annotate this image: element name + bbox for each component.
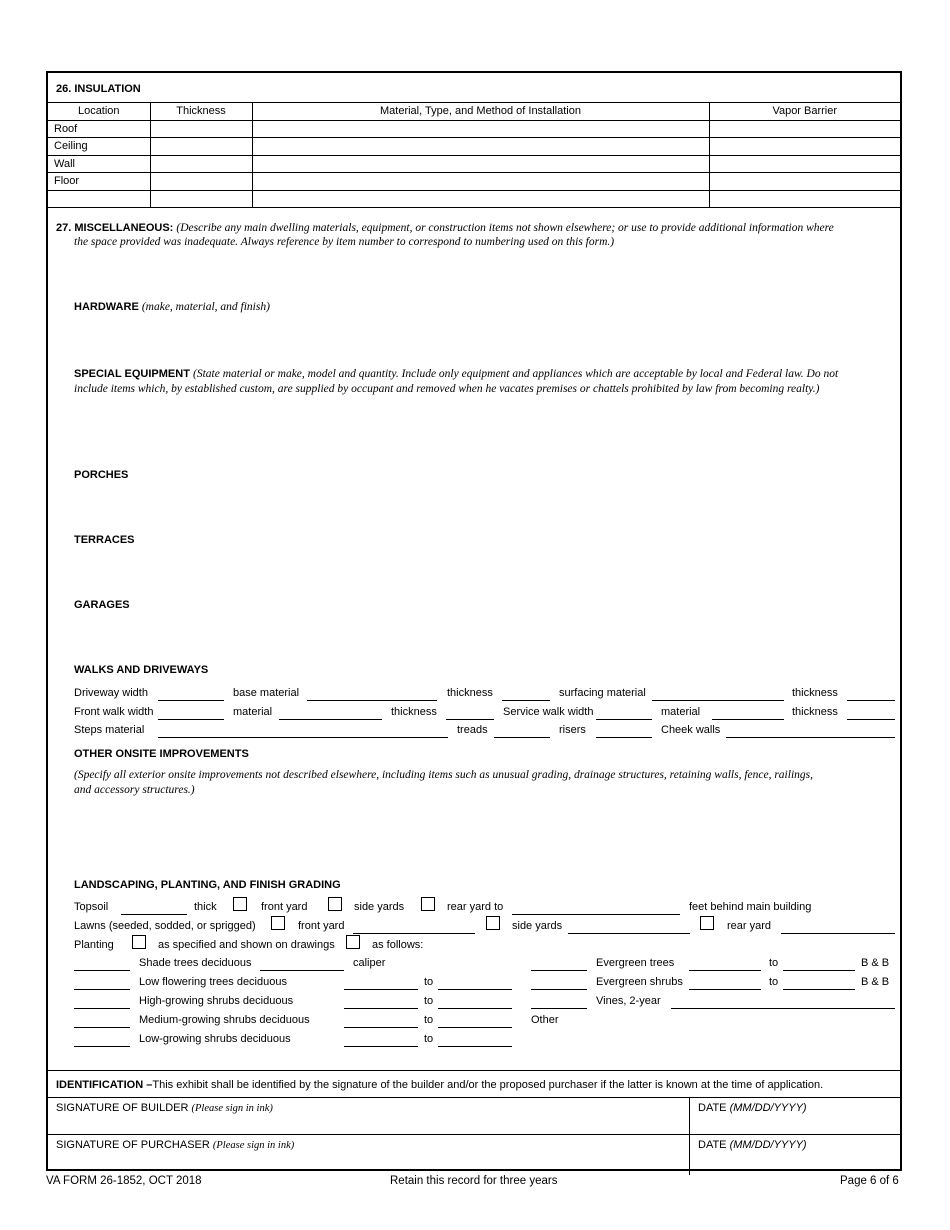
builder-date-field[interactable] [698, 1102, 807, 1114]
form-frame [46, 71, 902, 1171]
row-location: Wall [48, 155, 150, 173]
front-walk-width-field[interactable] [158, 719, 224, 720]
section-27-title: 27. MISCELLANEOUS: [56, 222, 174, 234]
service-walk-thickness-field[interactable] [847, 719, 895, 720]
risers-label: risers [559, 724, 586, 736]
service-walk-thickness-label: thickness [792, 706, 838, 718]
medium-growing-from-field[interactable] [344, 1027, 418, 1028]
evergreen-shrubs-qty-field[interactable] [531, 989, 587, 990]
garages-heading: GARAGES [74, 599, 130, 611]
base-material-field[interactable] [307, 700, 437, 701]
high-growing-from-field[interactable] [344, 1008, 418, 1009]
low-growing-from-field[interactable] [344, 1046, 418, 1047]
section-27-instruction-1: (Describe any main dwelling materials, equipment, or construction items not shown elsewhere; or use to provide additional information where [176, 222, 834, 234]
shade-trees-caliper-field[interactable] [260, 970, 344, 971]
evergreen-shrubs-to-field[interactable] [783, 989, 855, 990]
purchaser-date-label: DATE [698, 1139, 727, 1151]
cheek-walls-field[interactable] [726, 737, 895, 738]
thickness-field[interactable] [150, 173, 252, 191]
identification-label: IDENTIFICATION – [56, 1079, 153, 1091]
front-walk-material-field[interactable] [279, 719, 382, 720]
as-specified-checkbox[interactable] [132, 935, 146, 949]
as-follows-label: as follows: [372, 939, 424, 951]
special-equipment-label: SPECIAL EQUIPMENT [74, 368, 190, 380]
evergreen-trees-label: Evergreen trees [596, 957, 675, 969]
low-flowering-from-field[interactable] [344, 989, 418, 990]
walks-driveways-heading: WALKS AND DRIVEWAYS [74, 664, 209, 676]
hardware-label: HARDWARE [74, 301, 139, 313]
row-location: Floor [48, 173, 150, 191]
special-equipment-note-2: include items which, by established custom, are supplied by occupant and removed when he vacates premises or chattels prohibited by law from becoming realty.) [74, 383, 820, 395]
evergreen-trees-from-field[interactable] [689, 970, 761, 971]
vines-qty-field[interactable] [531, 1008, 587, 1009]
front-walk-thickness-field[interactable] [446, 719, 494, 720]
caliper-label: caliper [353, 957, 386, 969]
purchaser-divider [48, 1134, 900, 1135]
planting-label: Planting [74, 939, 114, 951]
steps-material-label: Steps material [74, 724, 145, 736]
builder-signature-field[interactable] [56, 1102, 273, 1114]
evergreen-shrubs-bb-label: B & B [861, 976, 890, 988]
high-growing-label: High-growing shrubs deciduous [139, 995, 294, 1007]
lawns-side-yards-label: side yards [512, 920, 563, 932]
lawns-rear-yard-checkbox[interactable] [700, 916, 714, 930]
header-thickness: Thickness [150, 103, 252, 121]
driveway-width-field[interactable] [158, 700, 224, 701]
onsite-note-1: (Specify all exterior onsite improvements not described elsewhere, including items such as unusual grading, drainage structures, retaining walls, fence, railings, [74, 769, 813, 781]
feet-behind-label: feet behind main building [689, 901, 812, 913]
topsoil-side-yards-label: side yards [354, 901, 405, 913]
vines-label: Vines, 2-year [596, 995, 661, 1007]
front-walk-material-label: material [233, 706, 273, 718]
vapor-barrier-field[interactable] [709, 155, 900, 173]
thickness-field[interactable] [150, 120, 252, 138]
purchaser-signature-label: SIGNATURE OF PURCHASER [56, 1139, 210, 1151]
thickness-field[interactable] [150, 138, 252, 156]
row-location[interactable] [48, 190, 150, 208]
builder-sign-ink-note: (Please sign in ink) [191, 1103, 273, 1114]
insulation-header-row [48, 103, 900, 121]
identification-line [56, 1079, 823, 1091]
service-walk-material-label: material [661, 706, 701, 718]
onsite-improvements-heading: OTHER ONSITE IMPROVEMENTS [74, 748, 249, 760]
low-flowering-to-label: to [424, 976, 434, 988]
lawns-side-yards-field[interactable] [568, 933, 690, 934]
as-follows-checkbox[interactable] [346, 935, 360, 949]
material-field[interactable] [252, 190, 709, 208]
table-row [48, 155, 900, 173]
shade-trees-qty-field[interactable] [74, 970, 130, 971]
topsoil-label: Topsoil [74, 901, 109, 913]
low-flowering-to-field[interactable] [438, 989, 512, 990]
low-growing-to-label: to [424, 1033, 434, 1045]
lawns-rear-yard-label: rear yard [727, 920, 772, 932]
service-walk-material-field[interactable] [712, 719, 784, 720]
evergreen-trees-qty-field[interactable] [531, 970, 587, 971]
high-growing-qty-field[interactable] [74, 1008, 130, 1009]
front-walk-width-label: Front walk width [74, 706, 154, 718]
driveway-thickness-label: thickness [447, 687, 493, 699]
vapor-barrier-field[interactable] [709, 120, 900, 138]
thickness-field[interactable] [150, 190, 252, 208]
terraces-heading: TERRACES [74, 534, 135, 546]
signature-divider [48, 1097, 900, 1098]
insulation-table [48, 102, 900, 208]
purchaser-sign-ink-note: (Please sign in ink) [212, 1140, 295, 1151]
table-row [48, 190, 900, 208]
rear-yard-distance-field[interactable] [512, 914, 680, 915]
surfacing-material-field[interactable] [652, 700, 784, 701]
purchaser-signature-field[interactable] [56, 1139, 294, 1151]
vines-field[interactable] [671, 1008, 895, 1009]
steps-material-field[interactable] [158, 737, 448, 738]
low-growing-to-field[interactable] [438, 1046, 512, 1047]
low-growing-label: Low-growing shrubs deciduous [139, 1033, 291, 1045]
date-column-divider [689, 1097, 690, 1175]
front-walk-thickness-label: thickness [391, 706, 437, 718]
low-growing-qty-field[interactable] [74, 1046, 130, 1047]
cheek-walls-label: Cheek walls [661, 724, 721, 736]
purchaser-date-field[interactable] [698, 1139, 807, 1151]
evergreen-shrubs-label: Evergreen shrubs [596, 976, 683, 988]
section-27-header [56, 221, 896, 236]
topsoil-side-yards-checkbox[interactable] [328, 897, 342, 911]
section-26-title: 26. INSULATION [56, 83, 141, 95]
purchaser-date-format: (MM/DD/YYYY) [729, 1139, 807, 1151]
thick-label: thick [194, 901, 217, 913]
surfacing-thickness-label: thickness [792, 687, 838, 699]
header-location: Location [48, 103, 150, 121]
service-walk-width-field[interactable] [596, 719, 652, 720]
treads-label: treads [457, 724, 488, 736]
header-material: Material, Type, and Method of Installation [252, 103, 709, 121]
page-number: Page 6 of 6 [840, 1175, 899, 1187]
evergreen-shrubs-from-field[interactable] [689, 989, 761, 990]
retention-note: Retain this record for three years [390, 1175, 558, 1187]
as-specified-label: as specified and shown on drawings [158, 939, 335, 951]
evergreen-trees-to-field[interactable] [783, 970, 855, 971]
vapor-barrier-field[interactable] [709, 173, 900, 191]
lawns-label: Lawns (seeded, sodded, or sprigged) [74, 920, 256, 932]
surfacing-thickness-field[interactable] [847, 700, 895, 701]
topsoil-front-yard-label: front yard [261, 901, 308, 913]
table-row [48, 138, 900, 156]
high-growing-to-field[interactable] [438, 1008, 512, 1009]
builder-signature-label: SIGNATURE OF BUILDER [56, 1102, 189, 1114]
header-vapor-barrier: Vapor Barrier [709, 103, 900, 121]
topsoil-thickness-field[interactable] [121, 914, 187, 915]
topsoil-rear-yard-checkbox[interactable] [421, 897, 435, 911]
low-flowering-qty-field[interactable] [74, 989, 130, 990]
other-label: Other [531, 1014, 559, 1026]
medium-growing-qty-field[interactable] [74, 1027, 130, 1028]
onsite-note-2: and accessory structures.) [74, 784, 195, 796]
table-row [48, 120, 900, 138]
lawns-front-yard-field[interactable] [353, 933, 475, 934]
risers-field[interactable] [596, 737, 652, 738]
vapor-barrier-field[interactable] [709, 190, 900, 208]
treads-field[interactable] [494, 737, 550, 738]
evergreen-trees-bb-label: B & B [861, 957, 890, 969]
surfacing-material-label: surfacing material [559, 687, 646, 699]
medium-growing-label: Medium-growing shrubs deciduous [139, 1014, 310, 1026]
rear-yard-to-label: rear yard to [447, 901, 504, 913]
lawns-front-yard-checkbox[interactable] [271, 916, 285, 930]
driveway-width-label: Driveway width [74, 687, 148, 699]
high-growing-to-label: to [424, 995, 434, 1007]
material-field[interactable] [252, 120, 709, 138]
table-row [48, 173, 900, 191]
row-location: Roof [48, 120, 150, 138]
lawns-rear-yard-field[interactable] [781, 933, 895, 934]
topsoil-front-yard-checkbox[interactable] [233, 897, 247, 911]
medium-growing-to-field[interactable] [438, 1027, 512, 1028]
special-equipment-note-1: (State material or make, model and quantity. Include only equipment and appliances which are acceptable by local and Federal law. Do not [193, 368, 839, 380]
porches-heading: PORCHES [74, 469, 129, 481]
special-equipment-heading [74, 368, 898, 380]
row-location: Ceiling [48, 138, 150, 156]
service-walk-width-label: Service walk width [503, 706, 594, 718]
builder-date-label: DATE [698, 1102, 727, 1114]
form-id: VA FORM 26-1852, OCT 2018 [46, 1175, 202, 1187]
lawns-side-yards-checkbox[interactable] [486, 916, 500, 930]
evergreen-trees-to-label: to [769, 957, 779, 969]
lawns-front-yard-label: front yard [298, 920, 345, 932]
identification-text: This exhibit shall be identified by the signature of the builder and/or the proposed purchaser if the latter is known at the time of application. [152, 1079, 824, 1091]
medium-growing-to-label: to [424, 1014, 434, 1026]
material-field[interactable] [252, 173, 709, 191]
evergreen-shrubs-to-label: to [769, 976, 779, 988]
hardware-heading [74, 301, 270, 313]
material-field[interactable] [252, 155, 709, 173]
thickness-field[interactable] [150, 155, 252, 173]
base-material-label: base material [233, 687, 300, 699]
identification-divider [48, 1070, 900, 1071]
material-field[interactable] [252, 138, 709, 156]
low-flowering-label: Low flowering trees deciduous [139, 976, 287, 988]
builder-date-format: (MM/DD/YYYY) [729, 1102, 807, 1114]
shade-trees-label: Shade trees deciduous [139, 957, 252, 969]
vapor-barrier-field[interactable] [709, 138, 900, 156]
hardware-note: (make, material, and finish) [141, 301, 270, 313]
landscaping-heading: LANDSCAPING, PLANTING, AND FINISH GRADING [74, 879, 341, 891]
driveway-thickness-field[interactable] [502, 700, 550, 701]
section-27-instruction-2: the space provided was inadequate. Always reference by item number to correspond to numbering used on this form.) [74, 236, 615, 248]
